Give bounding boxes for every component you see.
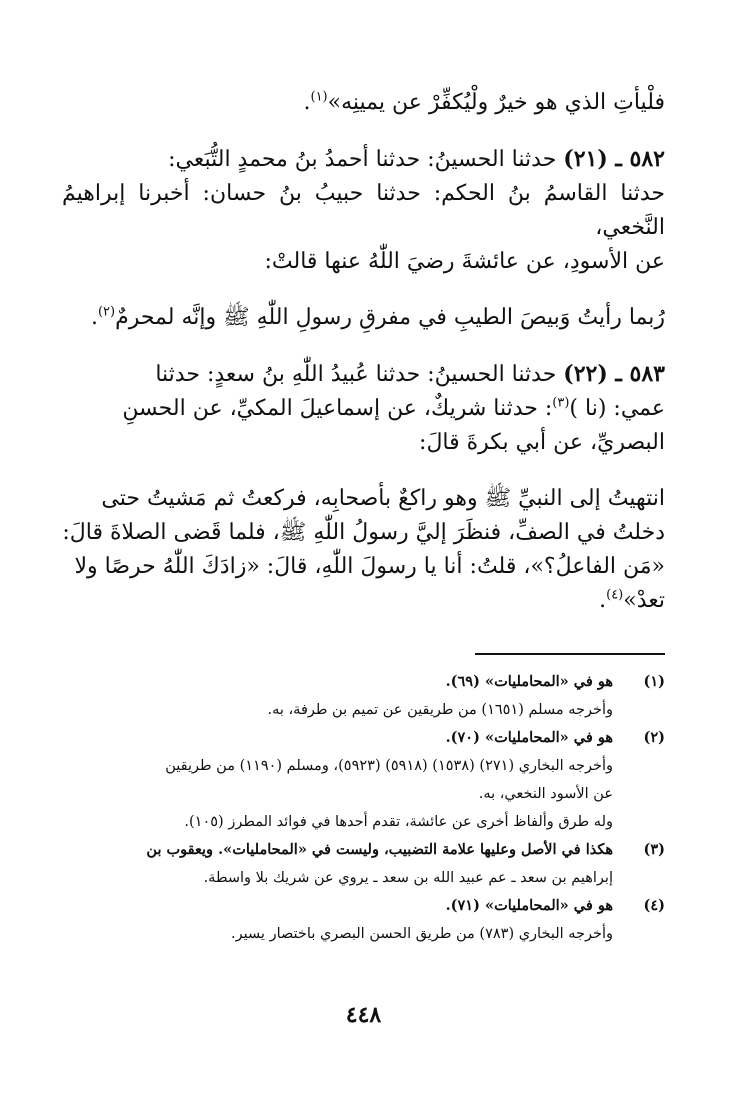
- footnote-ref-3[interactable]: (٣): [552, 395, 570, 411]
- footnote-ref-1[interactable]: (١): [310, 89, 328, 105]
- footnote-line: هو في «المحامليات» (٧٠).: [445, 729, 613, 746]
- footnote-mark: (٤): [643, 897, 665, 914]
- footnote-line: هكذا في الأصل وعليها علامة التضبيب، وليست في «المحامليات». ويعقوب بن: [146, 841, 613, 858]
- hadith-number-583: ٥٨٣ ـ (٢٢): [563, 361, 665, 387]
- footnote-line: وله طرق وألفاظ أخرى عن عائشة، تقدم أحدها في فوائد المطرز (١٠٥).: [184, 814, 613, 830]
- footnote: [62, 836, 665, 892]
- isnad-line: حدثنا الحسينُ: حدثنا أحمدُ بنُ محمدٍ التُّبَعي:: [168, 147, 557, 172]
- footnote-line: وأخرجه مسلم (١٦٥١) من طريقين عن تميم بن طرفة، به.: [267, 702, 613, 718]
- footnote-line: هو في «المحامليات» (٧١).: [445, 897, 613, 914]
- footnote-line: هو في «المحامليات» (٦٩).: [445, 673, 613, 690]
- hadith-583-isnad: [62, 357, 665, 392]
- paragraph-continuation: فلْيأتِ الذي هو خيرٌ ولْيُكفِّرْ عن يمينِه»$^{(١)}$.: [303, 89, 665, 115]
- isnad-text: : حدثنا شريكٌ، عن إسماعيلَ المكيِّ، عن الحسنِ: [122, 396, 553, 421]
- page-number: ٤٤٨: [345, 1002, 382, 1028]
- footnote-ref-2[interactable]: (٢): [97, 304, 116, 320]
- hadith-582-matn: رُبما رأيتُ وَبيصَ الطيبِ في مفرقِ رسولِ اللّٰهِ ﷺ وإنَّه لمحرمٌ$^{(٢)}$.: [90, 304, 665, 330]
- footnote-divider: [475, 653, 665, 655]
- footnote-ref-4[interactable]: (٤): [606, 587, 624, 603]
- matn-line: دخلتُ في الصفِّ، فنظَرَ إليَّ رسولُ اللّٰهِ ﷺ، فلما قَضى الصلاةَ قالَ:: [62, 520, 665, 545]
- footnote-line: عن الأسود النخعي، به.: [478, 786, 613, 802]
- footnote: [62, 668, 665, 724]
- isnad-line: عن الأسودِ، عن عائشةَ رضيَ اللّٰهُ عنها قالتْ:: [264, 249, 665, 274]
- page: [62, 86, 665, 1058]
- hadith-582-isnad: [62, 142, 665, 177]
- isnad-line: حدثنا القاسمُ بنُ الحكم: حدثنا حبيبُ بنُ حسان: أخبرنا إبراهيمُ النَّخعي،: [62, 181, 665, 240]
- matn-line: انتهيتُ إلى النبيِّ ﷺ وهو راكعٌ بأصحابِه، فركعتُ ثم مَشيتُ حتى: [101, 486, 665, 511]
- matn-text: رُبما رأيتُ وَبيصَ الطيبِ في مفرقِ رسولِ اللّٰهِ ﷺ وإنَّه لمحرمٌ: [115, 305, 665, 330]
- footnote-mark: (١): [643, 673, 665, 690]
- isnad-text: عمي: (نا ): [569, 396, 665, 421]
- footnote-line: وأخرجه البخاري (٢٧١) (١٥٣٨) (٥٩١٨) (٥٩٢٣)، ومسلم (١١٩٠) من طريقين: [165, 758, 613, 774]
- isnad-line: [62, 392, 665, 426]
- matn-line: تعدْ»$^{(٤)}$.: [599, 587, 665, 613]
- footnote-mark: (٣): [643, 841, 665, 858]
- matn-line: «مَن الفاعلُ؟»، قلتُ: أنا يا رسولَ اللّٰهِ، قالَ: «زادَكَ اللّٰهُ حرصًا ولا: [74, 554, 665, 579]
- hadith-number-582: ٥٨٢ ـ (٢١): [563, 146, 665, 172]
- main-text: [62, 86, 665, 618]
- footnote: [62, 892, 665, 948]
- footnotes: [62, 668, 665, 948]
- footnote-line: إبراهيم بن سعد ـ عم عبيد الله بن سعد ـ يروي عن شريك بلا واسطة.: [203, 870, 613, 886]
- footnote-mark: (٢): [643, 729, 665, 746]
- paragraph-text: فلْيأتِ الذي هو خيرٌ ولْيُكفِّرْ عن يمينِه»: [327, 90, 665, 115]
- footnote: [62, 724, 665, 836]
- isnad-line: حدثنا الحسينُ: حدثنا عُبيدُ اللّٰهِ بنُ سعدٍ: حدثنا: [155, 362, 557, 387]
- footnote-line: وأخرجه البخاري (٧٨٣) من طريق الحسن البصري باختصار يسير.: [231, 926, 613, 942]
- isnad-line: البصريِّ، عن أبي بكرةَ قالَ:: [419, 430, 665, 455]
- matn-text: تعدْ»: [623, 588, 665, 613]
